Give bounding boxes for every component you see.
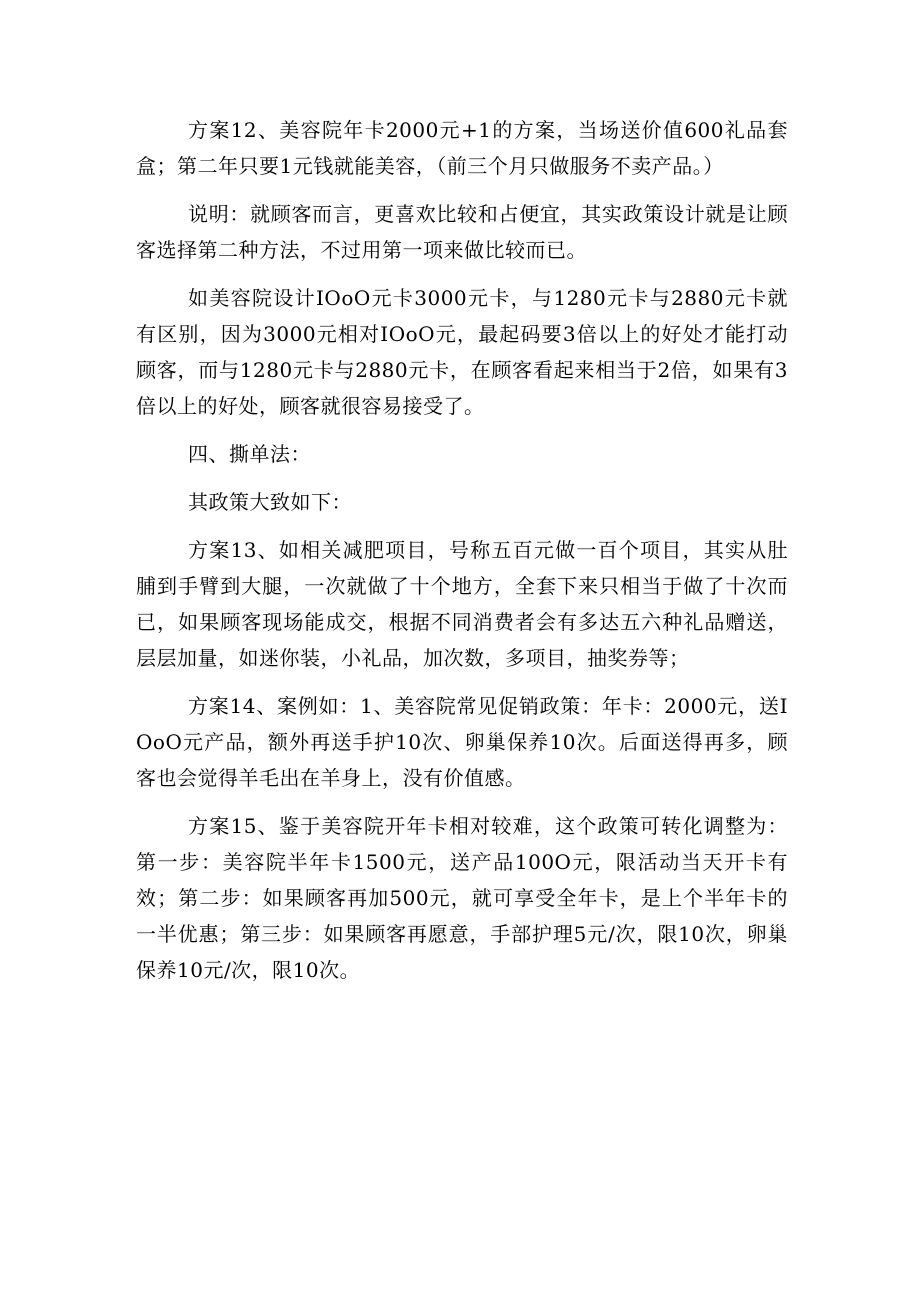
section-heading-tear-method: 四、撕单法： (188, 442, 311, 466)
paragraph-plan-14: 方案14、案例如：1、美容院常见促销政策：年卡：2000元，送IOoO元产品，额外再送手护10次、卵巢保养10次。后面送得再多，顾客也会觉得羊毛出在羊身上，没有价值感。 (136, 694, 788, 790)
paragraph-plan-13: 方案13、如相关减肥项目，号称五百元做一百个项目，其实从肚脯到手臂到大腿，一次就做了十个地方，全套下来只相当于做了十次而已，如果顾客现场能成交，根据不同消费者会有多达五六种礼品赠送，层层加量，如迷你装，小礼品，加次数，多项目，抽奖券等； (136, 538, 788, 670)
paragraph-plan-12: 方案12、美容院年卡2000元+1的方案，当场送价值600礼品套盒；第二年只要1元钱就能美容，（前三个月只做服务不卖产品。） (136, 118, 788, 178)
paragraph-card-example: 如美容院设计IOoO元卡3000元卡，与1280元卡与2880元卡就有区别，因为3000元相对IOoO元，最起码要3倍以上的好处才能打动顾客，而与1280元卡与2880元卡，在顾客看起来相当于2倍，如果有3倍以上的好处，顾客就很容易接受了。 (136, 286, 788, 418)
paragraph-explanation: 说明：就顾客而言，更喜欢比较和占便宜，其实政策设计就是让顾客选择第二种方法，不过用第一项来做比较而已。 (136, 202, 788, 262)
paragraph-plan-15: 方案15、鉴于美容院开年卡相对较难，这个政策可转化调整为：第一步：美容院半年卡1500元，送产品100O元，限活动当天开卡有效；第二步：如果顾客再加500元，就可享受全年卡，是上个半年卡的一半优惠；第三步：如果顾客再愿意，手部护理5元/次，限10次，卵巢保养10元/次，限10次。 (136, 814, 788, 982)
paragraph-policy-intro: 其政策大致如下： (188, 490, 352, 514)
document-page (136, 112, 788, 1000)
